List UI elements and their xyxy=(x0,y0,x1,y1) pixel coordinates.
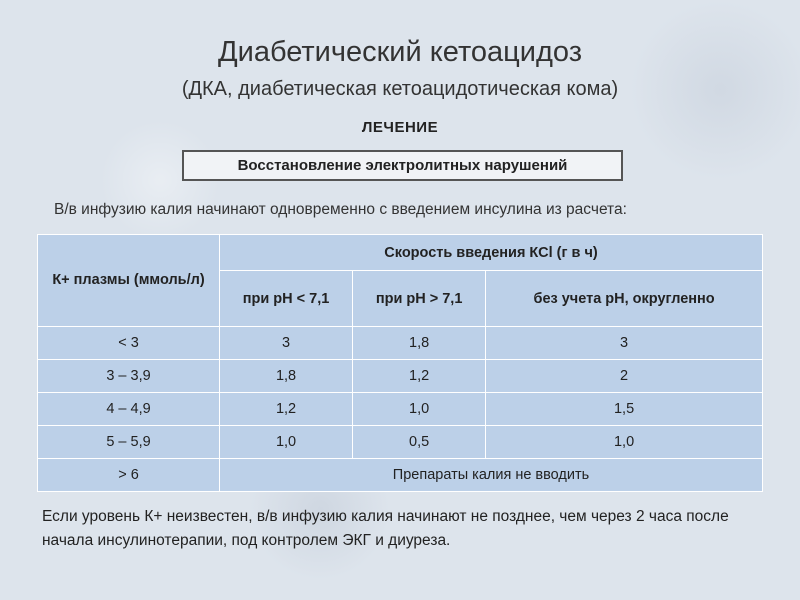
header-ph-low: при pH < 7,1 xyxy=(220,271,353,327)
cell-potassium: 5 – 5,9 xyxy=(38,426,220,459)
cell-potassium: < 3 xyxy=(38,327,220,360)
cell-ph-high: 1,8 xyxy=(353,327,486,360)
header-kcl-rate: Скорость введения КСl (г в ч) xyxy=(220,235,763,271)
topic-box: Восстановление электролитных нарушений xyxy=(182,150,623,181)
cell-ph-any: 1,5 xyxy=(486,393,763,426)
cell-ph-low: 1,0 xyxy=(220,426,353,459)
potassium-table xyxy=(37,234,763,492)
section-label: ЛЕЧЕНИЕ xyxy=(361,119,439,136)
header-potassium: К+ плазмы (ммоль/л) xyxy=(38,235,220,327)
footer-note: Если уровень К+ неизвестен, в/в инфузию калия начинают не позднее, чем через 2 часа после начала инсулинотерапии, под контролем ЭКГ и диуреза. xyxy=(42,508,729,549)
cell-potassium: 4 – 4,9 xyxy=(38,393,220,426)
cell-ph-low: 1,2 xyxy=(220,393,353,426)
page-subtitle: (ДКА, диабетическая кетоацидотическая кома) xyxy=(181,78,619,100)
table-row xyxy=(38,426,763,459)
table-row xyxy=(38,393,763,426)
cell-ph-any: 1,0 xyxy=(486,426,763,459)
header-ph-high: при pH > 7,1 xyxy=(353,271,486,327)
table-row xyxy=(38,360,763,393)
cell-ph-any: 2 xyxy=(486,360,763,393)
header-ph-any: без учета pH, округленно xyxy=(486,271,763,327)
page-title: Диабетический кетоацидоз xyxy=(217,36,582,68)
cell-ph-any: 3 xyxy=(486,327,763,360)
cell-ph-high: 1,2 xyxy=(353,360,486,393)
table-row xyxy=(38,327,763,360)
table-row xyxy=(38,459,763,492)
cell-ph-low: 3 xyxy=(220,327,353,360)
cell-potassium: > 6 xyxy=(38,459,220,492)
intro-text-content: В/в инфузию калия начинают одновременно с введением инсулина из расчета: xyxy=(54,201,627,218)
cell-potassium: 3 – 3,9 xyxy=(38,360,220,393)
cell-ph-high: 0,5 xyxy=(353,426,486,459)
intro-text xyxy=(40,199,755,229)
cell-ph-low: 1,8 xyxy=(220,360,353,393)
cell-ph-high: 1,0 xyxy=(353,393,486,426)
cell-note: Препараты калия не вводить xyxy=(220,459,763,492)
